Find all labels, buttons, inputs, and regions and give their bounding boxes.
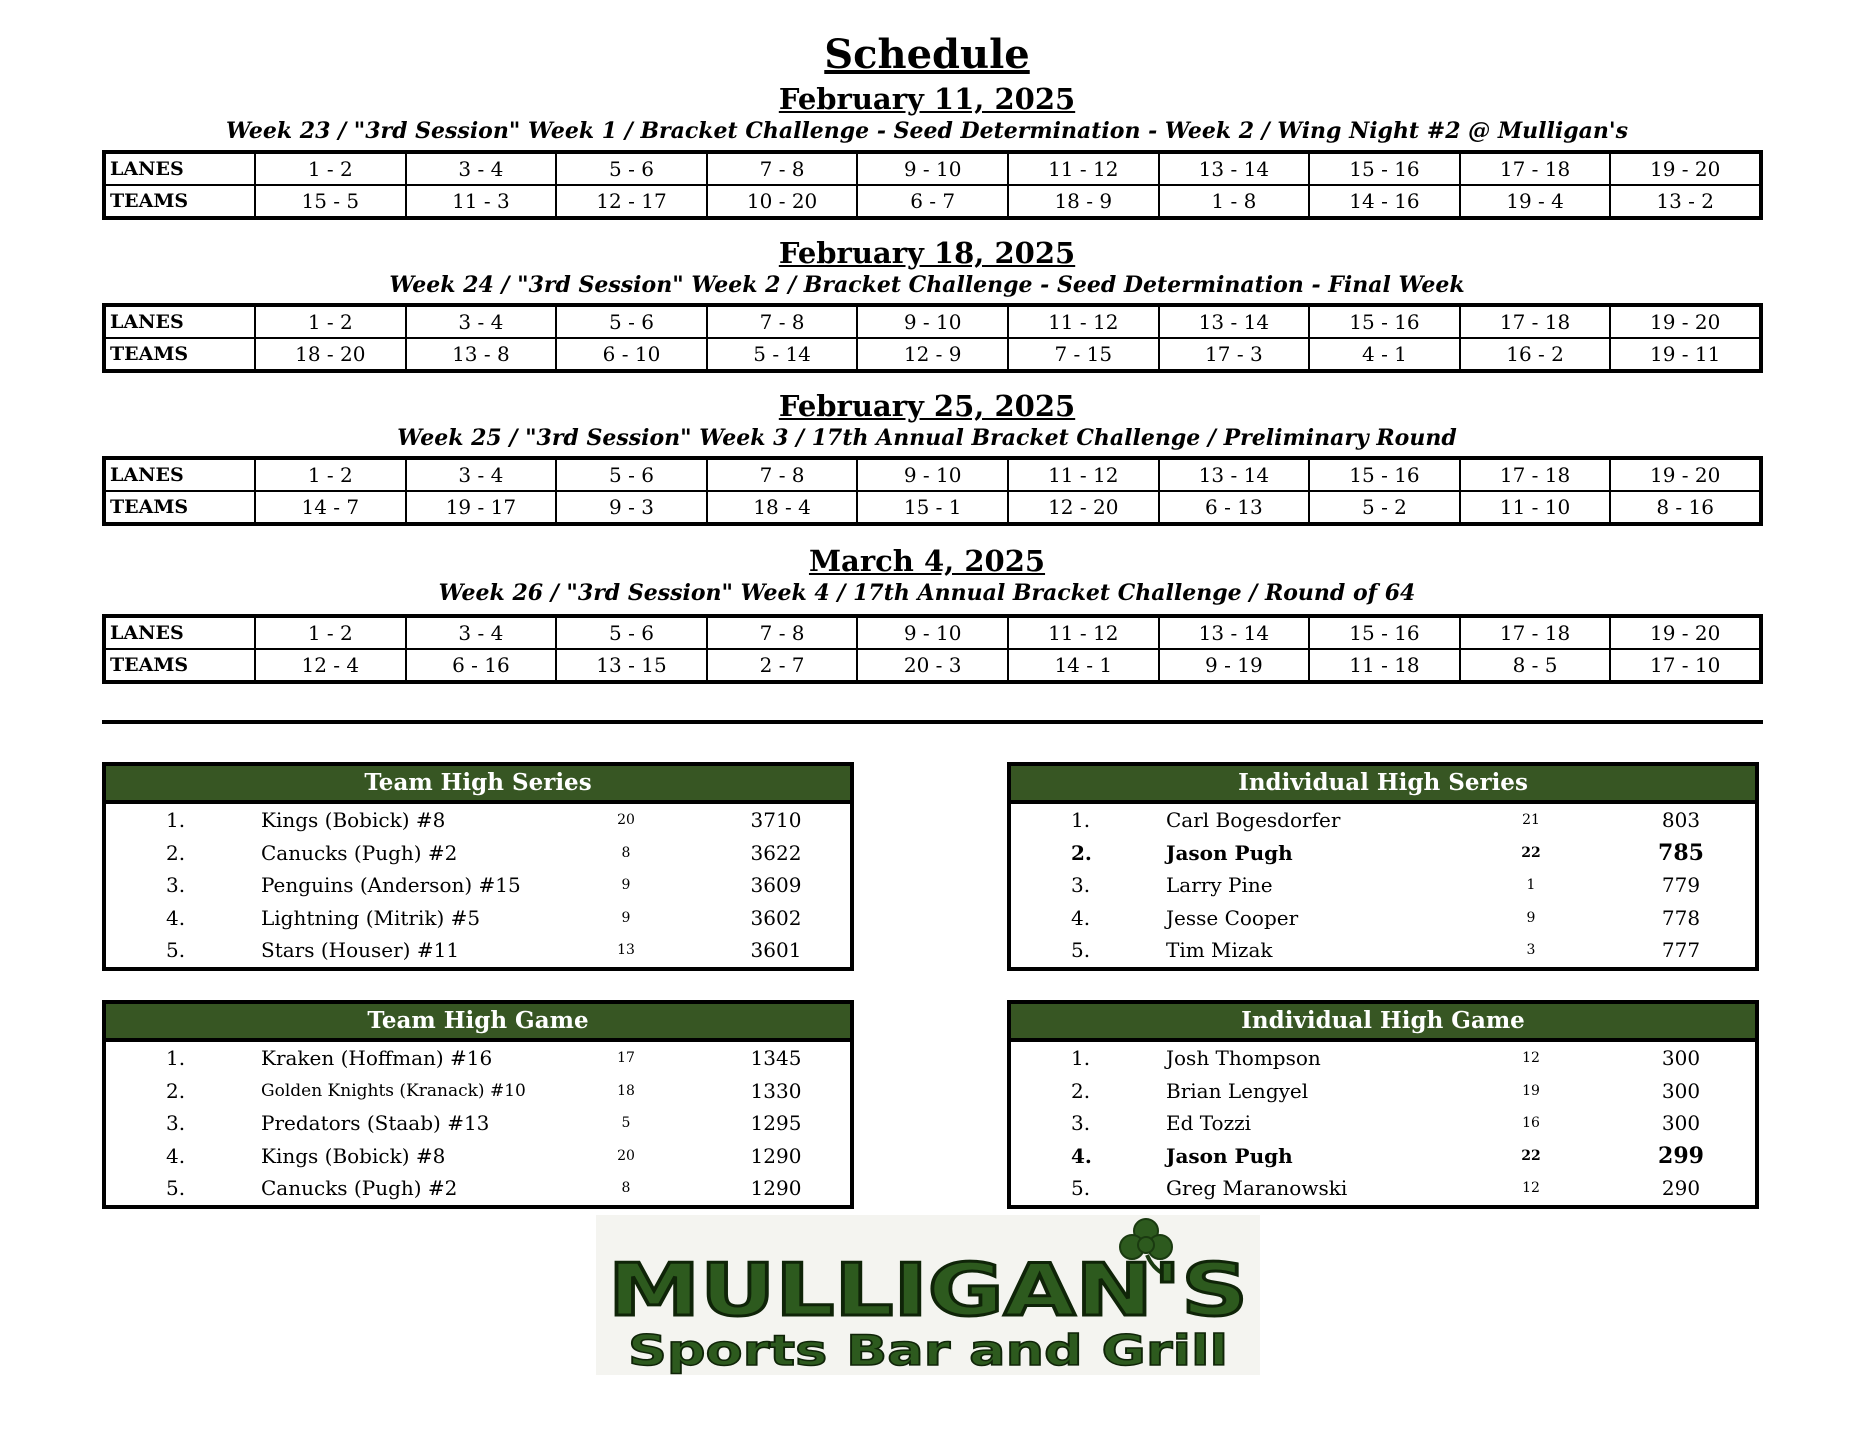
week-header	[0, 236, 1854, 300]
matchup-cell: 12 - 20	[1008, 491, 1159, 524]
lane-cell: 3 - 4	[406, 616, 557, 649]
week-description: Week 26 / "3rd Session" Week 4 / 17th Annual Bracket Challenge / Round of 64	[438, 580, 1416, 606]
page-title: Schedule	[824, 31, 1030, 78]
lanes-row	[104, 458, 1761, 491]
matchup-cell: 6 - 13	[1159, 491, 1310, 524]
matchup-cell: 8 - 5	[1460, 649, 1611, 682]
matchup-cell: 7 - 15	[1008, 338, 1159, 371]
teams-row	[104, 491, 1761, 524]
rank: 1.	[1071, 808, 1091, 832]
matchup-cell: 15 - 5	[255, 185, 406, 218]
lane-cell: 1 - 2	[255, 616, 406, 649]
schedule-table	[102, 150, 1763, 220]
week-date: March 4, 2025	[808, 544, 1046, 578]
score: 3609	[750, 873, 802, 897]
rank: 1.	[166, 1046, 186, 1070]
rank: 4.	[1071, 1143, 1092, 1168]
bowler-name: Jesse Cooper	[1166, 905, 1299, 930]
lanes-row	[104, 616, 1761, 649]
matchup-cell: 11 - 18	[1309, 649, 1460, 682]
matchup-cell: 13 - 2	[1610, 185, 1761, 218]
score: 300	[1661, 1078, 1701, 1103]
leaderboard-row	[1011, 1107, 1755, 1140]
leaderboard-row	[1011, 804, 1755, 837]
lane-cell: 1 - 2	[255, 152, 406, 185]
team-number: 22	[1521, 1147, 1541, 1164]
lane-cell: 15 - 16	[1309, 458, 1460, 491]
score: 3602	[750, 905, 802, 930]
matchup-cell: 18 - 4	[707, 491, 858, 524]
matchup-cell: 2 - 7	[707, 649, 858, 682]
team-number: 20	[617, 1147, 635, 1164]
teams-row	[104, 649, 1761, 682]
lane-cell: 7 - 8	[707, 152, 858, 185]
week-date: February 11, 2025	[778, 82, 1076, 116]
lane-cell: 7 - 8	[707, 305, 858, 338]
team-number: 12	[1522, 1180, 1540, 1196]
matchup-cell: 18 - 9	[1008, 185, 1159, 218]
matchup-cell: 12 - 4	[255, 649, 406, 682]
score: 779	[1661, 873, 1701, 897]
leaderboard-row	[106, 1172, 850, 1205]
matchup-cell: 9 - 19	[1159, 649, 1310, 682]
team-number: 13	[617, 942, 635, 958]
leaderboard-row	[106, 1107, 850, 1140]
lane-cell: 5 - 6	[556, 616, 707, 649]
mulligans-logo	[596, 1215, 1260, 1375]
lane-cell: 15 - 16	[1309, 152, 1460, 185]
matchup-cell: 11 - 3	[406, 185, 557, 218]
matchup-cell: 5 - 2	[1309, 491, 1460, 524]
rank: 3.	[166, 873, 186, 897]
leaderboard-row	[1011, 902, 1755, 935]
matchup-cell: 19 - 17	[406, 491, 557, 524]
score: 1345	[750, 1046, 802, 1070]
lane-cell: 19 - 20	[1610, 458, 1761, 491]
lanes-row	[104, 152, 1761, 185]
lanes-label: LANES	[104, 458, 255, 491]
matchup-cell: 10 - 20	[707, 185, 858, 218]
team-name: Kings (Bobick) #8	[261, 808, 446, 832]
score: 1295	[750, 1111, 802, 1135]
matchup-cell: 9 - 3	[556, 491, 707, 524]
matchup-cell: 20 - 3	[857, 649, 1008, 682]
rank: 5.	[1071, 1176, 1091, 1200]
leaderboard-row	[1011, 1075, 1755, 1108]
score: 1330	[750, 1078, 802, 1103]
lane-cell: 3 - 4	[406, 152, 557, 185]
lanes-label: LANES	[104, 152, 255, 185]
team-name: Lightning (Mitrik) #5	[261, 905, 481, 930]
matchup-cell: 13 - 15	[556, 649, 707, 682]
board-title: Team High Series	[106, 766, 850, 804]
matchup-cell: 16 - 2	[1460, 338, 1611, 371]
lane-cell: 5 - 6	[556, 305, 707, 338]
team-name: Predators (Staab) #13	[261, 1111, 490, 1135]
matchup-cell: 19 - 11	[1610, 338, 1761, 371]
matchup-cell: 12 - 17	[556, 185, 707, 218]
score: 300	[1661, 1046, 1701, 1070]
board-title: Individual High Game	[1011, 1004, 1755, 1042]
lane-cell: 13 - 14	[1159, 305, 1310, 338]
rank: 4.	[166, 1143, 186, 1168]
week-description: Week 24 / "3rd Session" Week 2 / Bracket Challenge - Seed Determination - Final Week	[389, 272, 1465, 298]
matchup-cell: 6 - 7	[857, 185, 1008, 218]
matchup-cell: 17 - 10	[1610, 649, 1761, 682]
bowler-name: Jason Pugh	[1166, 840, 1293, 865]
leaderboard-row	[106, 837, 850, 870]
team-number: 8	[621, 844, 631, 861]
lane-cell: 9 - 10	[857, 152, 1008, 185]
lane-cell: 7 - 8	[707, 458, 858, 491]
bowler-name: Tim Mizak	[1166, 938, 1273, 962]
bowler-name: Ed Tozzi	[1166, 1111, 1252, 1135]
rank: 5.	[166, 1176, 186, 1200]
lane-cell: 13 - 14	[1159, 152, 1310, 185]
lane-cell: 9 - 10	[857, 616, 1008, 649]
individual-high-series-board	[1007, 762, 1759, 971]
team-name: Canucks (Pugh) #2	[261, 840, 458, 865]
lane-cell: 5 - 6	[556, 152, 707, 185]
team-number: 9	[1526, 909, 1536, 926]
matchup-cell: 6 - 10	[556, 338, 707, 371]
schedule-table	[102, 303, 1763, 373]
lane-cell: 17 - 18	[1460, 152, 1611, 185]
lane-cell: 15 - 16	[1309, 616, 1460, 649]
team-name: Stars (Houser) #11	[261, 938, 460, 962]
leaderboard-row	[1011, 1042, 1755, 1075]
score: 1290	[750, 1176, 802, 1200]
score: 777	[1661, 938, 1701, 962]
rank: 1.	[166, 808, 186, 832]
week-date: February 18, 2025	[778, 236, 1076, 270]
rank: 2.	[166, 1078, 186, 1103]
week-description: Week 23 / "3rd Session" Week 1 / Bracket Challenge - Seed Determination - Week 2 / Wing Night #2 @ Mulligan's	[225, 118, 1628, 144]
teams-label: TEAMS	[104, 491, 255, 524]
week-date: February 25, 2025	[778, 389, 1076, 423]
leaderboard-row	[106, 902, 850, 935]
bowler-name: Brian Lengyel	[1166, 1078, 1309, 1103]
team-high-game-board	[102, 1000, 854, 1209]
rank: 3.	[166, 1111, 186, 1135]
leaderboard-row	[106, 869, 850, 902]
leaderboard-row	[106, 1075, 850, 1108]
team-number: 22	[1521, 844, 1541, 861]
schedule-table	[102, 614, 1763, 684]
team-number: 12	[1522, 1050, 1540, 1066]
week-header	[0, 389, 1854, 453]
team-number: 3	[1526, 942, 1536, 958]
lane-cell: 15 - 16	[1309, 305, 1460, 338]
matchup-cell: 15 - 1	[857, 491, 1008, 524]
bowler-name: Larry Pine	[1166, 873, 1273, 897]
team-number: 1	[1526, 877, 1536, 893]
logo-name: MULLIGAN'S	[608, 1248, 1248, 1332]
lane-cell: 7 - 8	[707, 616, 858, 649]
matchup-cell: 14 - 7	[255, 491, 406, 524]
lane-cell: 9 - 10	[857, 305, 1008, 338]
lanes-label: LANES	[104, 616, 255, 649]
team-number: 19	[1522, 1082, 1540, 1099]
leaderboard-row-highlighted	[1011, 1140, 1755, 1173]
matchup-cell: 11 - 10	[1460, 491, 1611, 524]
matchup-cell: 13 - 8	[406, 338, 557, 371]
team-number: 9	[621, 909, 631, 926]
matchup-cell: 18 - 20	[255, 338, 406, 371]
team-number: 9	[621, 877, 631, 893]
matchup-cell: 12 - 9	[857, 338, 1008, 371]
team-number: 18	[617, 1082, 635, 1099]
score: 299	[1658, 1142, 1704, 1169]
score: 3710	[750, 808, 802, 832]
team-number: 21	[1522, 812, 1540, 828]
score: 1290	[750, 1143, 802, 1168]
individual-high-game-board	[1007, 1000, 1759, 1209]
rank: 3.	[1071, 873, 1091, 897]
lane-cell: 11 - 12	[1008, 616, 1159, 649]
section-divider	[102, 720, 1763, 724]
score: 803	[1661, 808, 1701, 832]
score: 300	[1661, 1111, 1701, 1135]
leaderboard-row	[1011, 1172, 1755, 1205]
team-name: Kings (Bobick) #8	[261, 1143, 446, 1168]
leaderboard-row	[106, 804, 850, 837]
teams-row	[104, 185, 1761, 218]
lane-cell: 17 - 18	[1460, 458, 1611, 491]
matchup-cell: 14 - 16	[1309, 185, 1460, 218]
score: 290	[1661, 1176, 1701, 1200]
rank: 2.	[1071, 1078, 1091, 1103]
rank: 2.	[1071, 840, 1092, 865]
leaderboard-row	[106, 1140, 850, 1173]
team-number: 20	[617, 812, 635, 828]
rank: 2.	[166, 840, 186, 865]
leaderboard-row	[106, 1042, 850, 1075]
lane-cell: 11 - 12	[1008, 305, 1159, 338]
matchup-cell: 4 - 1	[1309, 338, 1460, 371]
lane-cell: 1 - 2	[255, 458, 406, 491]
team-number: 5	[621, 1115, 631, 1131]
lane-cell: 11 - 12	[1008, 458, 1159, 491]
score: 3622	[750, 840, 802, 865]
bowler-name: Greg Maranowski	[1166, 1176, 1348, 1200]
lane-cell: 9 - 10	[857, 458, 1008, 491]
lane-cell: 19 - 20	[1610, 152, 1761, 185]
leaderboard-row	[1011, 869, 1755, 902]
bowler-name: Carl Bogesdorfer	[1166, 808, 1341, 832]
team-number: 8	[621, 1180, 631, 1196]
lane-cell: 11 - 12	[1008, 152, 1159, 185]
team-name: Golden Knights (Kranack) #10	[261, 1080, 526, 1101]
lane-cell: 17 - 18	[1460, 616, 1611, 649]
rank: 4.	[166, 905, 186, 930]
leaderboard-row	[1011, 934, 1755, 967]
lanes-row	[104, 305, 1761, 338]
team-name: Kraken (Hoffman) #16	[261, 1046, 493, 1070]
lane-cell: 17 - 18	[1460, 305, 1611, 338]
schedule-table	[102, 456, 1763, 526]
teams-label: TEAMS	[104, 649, 255, 682]
team-number: 17	[617, 1050, 635, 1066]
matchup-cell: 1 - 8	[1159, 185, 1310, 218]
lane-cell: 3 - 4	[406, 458, 557, 491]
lanes-label: LANES	[104, 305, 255, 338]
score: 785	[1658, 839, 1704, 866]
bowler-name: Josh Thompson	[1166, 1046, 1321, 1070]
teams-label: TEAMS	[104, 338, 255, 371]
matchup-cell: 17 - 3	[1159, 338, 1310, 371]
teams-label: TEAMS	[104, 185, 255, 218]
lane-cell: 3 - 4	[406, 305, 557, 338]
matchup-cell: 14 - 1	[1008, 649, 1159, 682]
bowler-name: Jason Pugh	[1166, 1143, 1293, 1168]
lane-cell: 19 - 20	[1610, 305, 1761, 338]
week-header	[0, 544, 1854, 608]
board-title: Team High Game	[106, 1004, 850, 1042]
matchup-cell: 8 - 16	[1610, 491, 1761, 524]
team-number: 16	[1522, 1115, 1540, 1131]
leaderboard-row	[106, 934, 850, 967]
lane-cell: 19 - 20	[1610, 616, 1761, 649]
rank: 4.	[1071, 905, 1091, 930]
lane-cell: 1 - 2	[255, 305, 406, 338]
team-name: Penguins (Anderson) #15	[261, 873, 521, 897]
matchup-cell: 5 - 14	[707, 338, 858, 371]
board-title: Individual High Series	[1011, 766, 1755, 804]
lane-cell: 13 - 14	[1159, 616, 1310, 649]
score: 3601	[750, 938, 802, 962]
score: 778	[1661, 905, 1701, 930]
team-high-series-board	[102, 762, 854, 971]
week-description: Week 25 / "3rd Session" Week 3 / 17th Annual Bracket Challenge / Preliminary Round	[397, 425, 1457, 451]
rank: 1.	[1071, 1046, 1091, 1070]
rank: 3.	[1071, 1111, 1091, 1135]
lane-cell: 5 - 6	[556, 458, 707, 491]
team-name: Canucks (Pugh) #2	[261, 1176, 458, 1200]
week-header	[0, 82, 1854, 146]
rank: 5.	[1071, 938, 1091, 962]
teams-row	[104, 338, 1761, 371]
rank: 5.	[166, 938, 186, 962]
lane-cell: 13 - 14	[1159, 458, 1310, 491]
matchup-cell: 19 - 4	[1460, 185, 1611, 218]
logo-tagline: Sports Bar and Grill	[628, 1326, 1228, 1375]
matchup-cell: 6 - 16	[406, 649, 557, 682]
leaderboard-row-highlighted	[1011, 837, 1755, 870]
